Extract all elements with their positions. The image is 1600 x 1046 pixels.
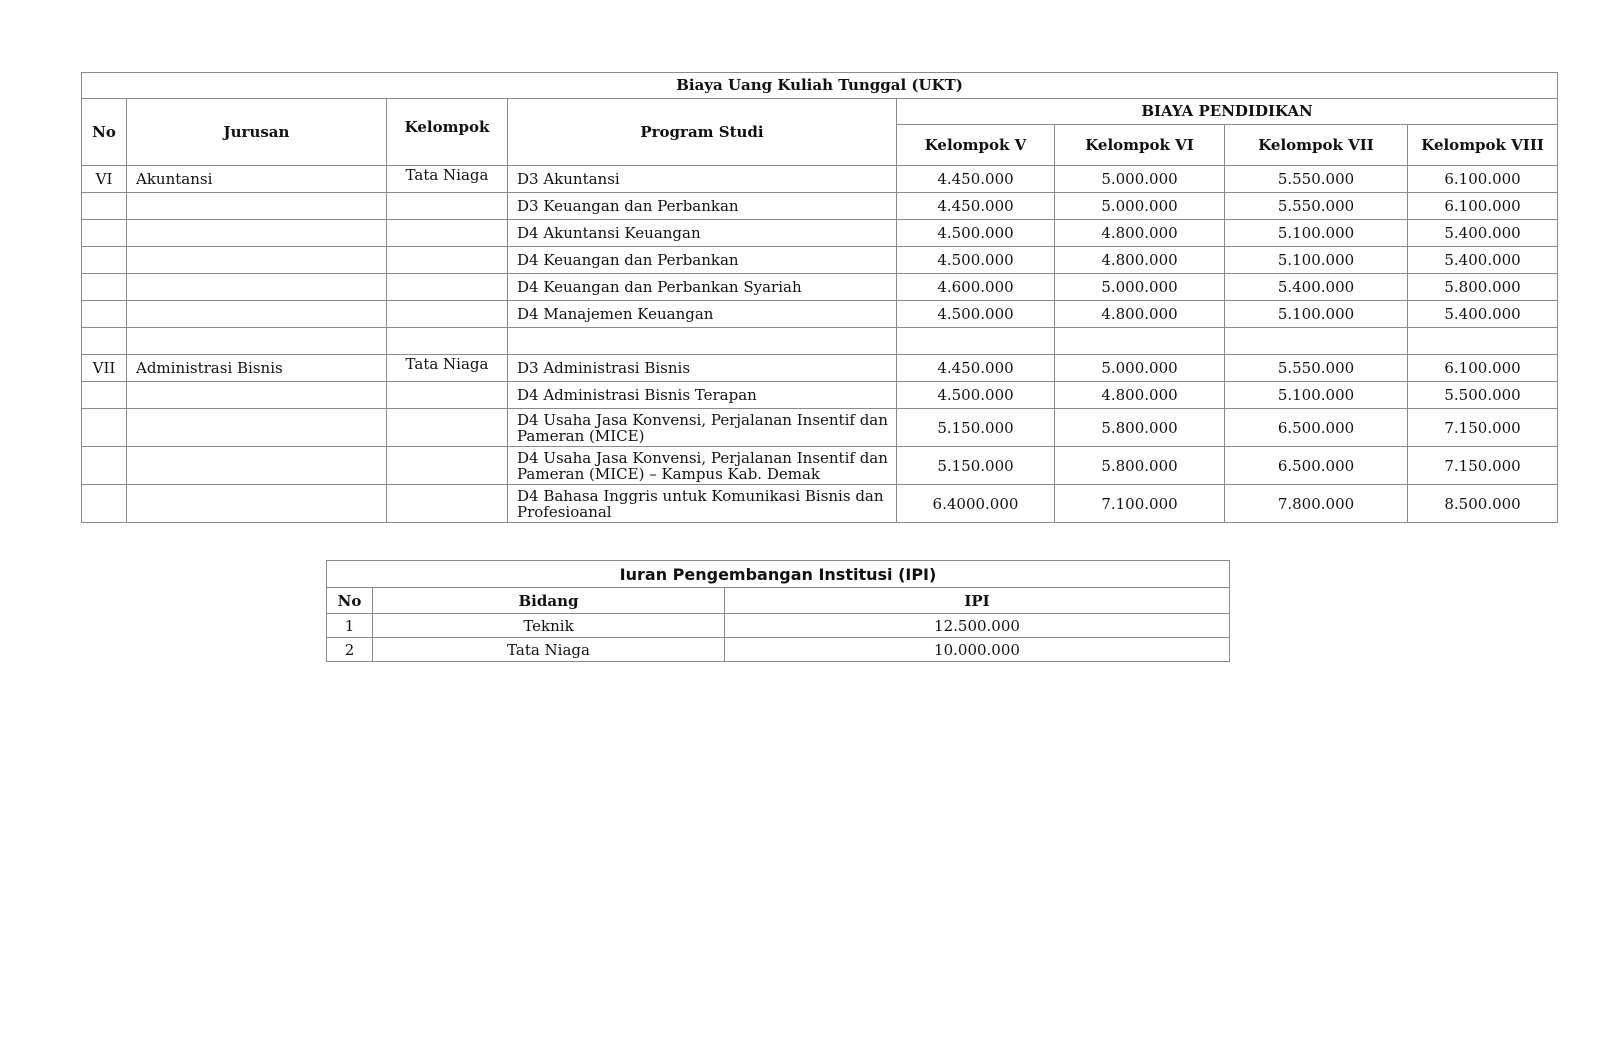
cell-kelompok: Tata Niaga xyxy=(387,166,508,193)
cell-no xyxy=(82,328,127,355)
cell-program-studi: D4 Keuangan dan Perbankan xyxy=(508,247,897,274)
cell-no xyxy=(82,409,127,447)
cell-kelompok-vii xyxy=(1225,328,1408,355)
cell-kelompok-vii: 5.550.000 xyxy=(1225,193,1408,220)
cell-kelompok-vi: 4.800.000 xyxy=(1055,220,1225,247)
cell-kelompok-v xyxy=(897,328,1055,355)
cell-no xyxy=(82,485,127,523)
cell-program-studi: D4 Bahasa Inggris untuk Komunikasi Bisnis dan Profesioanal xyxy=(508,485,897,523)
header-kelompok-vi: Kelompok VI xyxy=(1055,125,1225,166)
cell-jurusan xyxy=(127,409,387,447)
cell-kelompok-v: 4.450.000 xyxy=(897,193,1055,220)
cell-kelompok-v: 4.450.000 xyxy=(897,166,1055,193)
cell-no xyxy=(82,301,127,328)
cell-program-studi: D4 Usaha Jasa Konvensi, Perjalanan Insentif dan Pameran (MICE) xyxy=(508,409,897,447)
ipi-header-bidang: Bidang xyxy=(373,588,725,614)
cell-jurusan xyxy=(127,328,387,355)
cell-program-studi: D4 Manajemen Keuangan xyxy=(508,301,897,328)
ukt-title: Biaya Uang Kuliah Tunggal (UKT) xyxy=(82,73,1558,99)
cell-kelompok-vi: 4.800.000 xyxy=(1055,382,1225,409)
cell-kelompok-viii xyxy=(1408,328,1558,355)
cell-kelompok-viii: 5.800.000 xyxy=(1408,274,1558,301)
cell-kelompok-vi: 5.000.000 xyxy=(1055,166,1225,193)
ipi-cell-bidang: Tata Niaga xyxy=(373,638,725,662)
cell-no xyxy=(82,247,127,274)
header-biaya-pendidikan: BIAYA PENDIDIKAN xyxy=(897,99,1558,125)
table-row xyxy=(82,247,1558,274)
cell-kelompok-vi: 5.000.000 xyxy=(1055,274,1225,301)
ipi-title: Iuran Pengembangan Institusi (IPI) xyxy=(327,561,1230,588)
header-jurusan: Jurusan xyxy=(127,99,387,166)
cell-kelompok xyxy=(387,247,508,274)
cell-kelompok-vi: 4.800.000 xyxy=(1055,247,1225,274)
cell-kelompok-viii: 6.100.000 xyxy=(1408,355,1558,382)
ipi-cell-bidang: Teknik xyxy=(373,614,725,638)
cell-kelompok xyxy=(387,301,508,328)
cell-jurusan: Administrasi Bisnis xyxy=(127,355,387,382)
cell-kelompok-v: 4.500.000 xyxy=(897,301,1055,328)
cell-kelompok-vi: 5.800.000 xyxy=(1055,447,1225,485)
cell-kelompok-vii: 5.100.000 xyxy=(1225,301,1408,328)
cell-no xyxy=(82,447,127,485)
cell-program-studi: D4 Keuangan dan Perbankan Syariah xyxy=(508,274,897,301)
ipi-cell-ipi: 10.000.000 xyxy=(725,638,1230,662)
ukt-table xyxy=(81,72,1558,523)
cell-kelompok xyxy=(387,382,508,409)
header-kelompok: Kelompok xyxy=(387,99,508,166)
cell-kelompok-vi: 7.100.000 xyxy=(1055,485,1225,523)
cell-kelompok: Tata Niaga xyxy=(387,355,508,382)
ipi-table xyxy=(326,560,1230,662)
table-row-empty xyxy=(82,328,1558,355)
cell-program-studi xyxy=(508,328,897,355)
cell-kelompok-viii: 7.150.000 xyxy=(1408,447,1558,485)
cell-no xyxy=(82,193,127,220)
cell-kelompok-v: 5.150.000 xyxy=(897,409,1055,447)
table-row xyxy=(82,447,1558,485)
table-row xyxy=(82,485,1558,523)
cell-program-studi: D4 Akuntansi Keuangan xyxy=(508,220,897,247)
cell-kelompok xyxy=(387,328,508,355)
cell-kelompok-vii: 7.800.000 xyxy=(1225,485,1408,523)
cell-jurusan xyxy=(127,447,387,485)
cell-kelompok xyxy=(387,274,508,301)
cell-no xyxy=(82,274,127,301)
cell-no: VII xyxy=(82,355,127,382)
cell-program-studi: D3 Akuntansi xyxy=(508,166,897,193)
cell-kelompok-viii: 5.400.000 xyxy=(1408,220,1558,247)
ipi-row xyxy=(327,638,1230,662)
cell-kelompok-vi xyxy=(1055,328,1225,355)
table-row xyxy=(82,355,1558,382)
cell-jurusan xyxy=(127,220,387,247)
cell-jurusan xyxy=(127,382,387,409)
cell-program-studi: D4 Usaha Jasa Konvensi, Perjalanan Insentif dan Pameran (MICE) – Kampus Kab. Demak xyxy=(508,447,897,485)
cell-kelompok-viii: 5.400.000 xyxy=(1408,247,1558,274)
table-row xyxy=(82,220,1558,247)
header-no: No xyxy=(82,99,127,166)
cell-jurusan xyxy=(127,485,387,523)
cell-kelompok-v: 4.500.000 xyxy=(897,220,1055,247)
cell-no: VI xyxy=(82,166,127,193)
cell-kelompok-vii: 6.500.000 xyxy=(1225,409,1408,447)
cell-kelompok xyxy=(387,220,508,247)
table-row xyxy=(82,409,1558,447)
cell-kelompok-vi: 4.800.000 xyxy=(1055,301,1225,328)
cell-kelompok-vii: 5.550.000 xyxy=(1225,166,1408,193)
cell-kelompok-viii: 6.100.000 xyxy=(1408,166,1558,193)
cell-kelompok-vii: 5.100.000 xyxy=(1225,382,1408,409)
cell-jurusan: Akuntansi xyxy=(127,166,387,193)
cell-kelompok xyxy=(387,193,508,220)
cell-kelompok-v: 4.450.000 xyxy=(897,355,1055,382)
cell-kelompok-vii: 5.550.000 xyxy=(1225,355,1408,382)
header-kelompok-viii: Kelompok VIII xyxy=(1408,125,1558,166)
cell-kelompok-viii: 5.400.000 xyxy=(1408,301,1558,328)
ipi-cell-ipi: 12.500.000 xyxy=(725,614,1230,638)
cell-kelompok-v: 6.4000.000 xyxy=(897,485,1055,523)
table-row xyxy=(82,274,1558,301)
cell-jurusan xyxy=(127,274,387,301)
cell-no xyxy=(82,220,127,247)
cell-kelompok-v: 4.500.000 xyxy=(897,247,1055,274)
cell-kelompok xyxy=(387,485,508,523)
cell-kelompok-vii: 5.400.000 xyxy=(1225,274,1408,301)
table-row xyxy=(82,193,1558,220)
cell-kelompok-v: 4.500.000 xyxy=(897,382,1055,409)
header-kelompok-vii: Kelompok VII xyxy=(1225,125,1408,166)
cell-jurusan xyxy=(127,301,387,328)
cell-jurusan xyxy=(127,193,387,220)
ipi-cell-no: 1 xyxy=(327,614,373,638)
cell-kelompok-vii: 5.100.000 xyxy=(1225,220,1408,247)
table-row xyxy=(82,301,1558,328)
cell-kelompok-vii: 5.100.000 xyxy=(1225,247,1408,274)
cell-kelompok-vi: 5.000.000 xyxy=(1055,355,1225,382)
cell-kelompok-viii: 8.500.000 xyxy=(1408,485,1558,523)
cell-kelompok xyxy=(387,447,508,485)
cell-program-studi: D3 Administrasi Bisnis xyxy=(508,355,897,382)
cell-program-studi: D3 Keuangan dan Perbankan xyxy=(508,193,897,220)
cell-kelompok-v: 4.600.000 xyxy=(897,274,1055,301)
cell-jurusan xyxy=(127,247,387,274)
cell-kelompok-viii: 7.150.000 xyxy=(1408,409,1558,447)
cell-kelompok-viii: 6.100.000 xyxy=(1408,193,1558,220)
cell-no xyxy=(82,382,127,409)
cell-kelompok-vii: 6.500.000 xyxy=(1225,447,1408,485)
ipi-header-no: No xyxy=(327,588,373,614)
ipi-row xyxy=(327,614,1230,638)
header-kelompok-v: Kelompok V xyxy=(897,125,1055,166)
cell-kelompok-v: 5.150.000 xyxy=(897,447,1055,485)
ipi-header-ipi: IPI xyxy=(725,588,1230,614)
cell-kelompok-viii: 5.500.000 xyxy=(1408,382,1558,409)
table-row xyxy=(82,166,1558,193)
cell-kelompok-vi: 5.000.000 xyxy=(1055,193,1225,220)
table-row xyxy=(82,382,1558,409)
ipi-cell-no: 2 xyxy=(327,638,373,662)
cell-kelompok xyxy=(387,409,508,447)
cell-program-studi: D4 Administrasi Bisnis Terapan xyxy=(508,382,897,409)
cell-kelompok-vi: 5.800.000 xyxy=(1055,409,1225,447)
header-program-studi: Program Studi xyxy=(508,99,897,166)
